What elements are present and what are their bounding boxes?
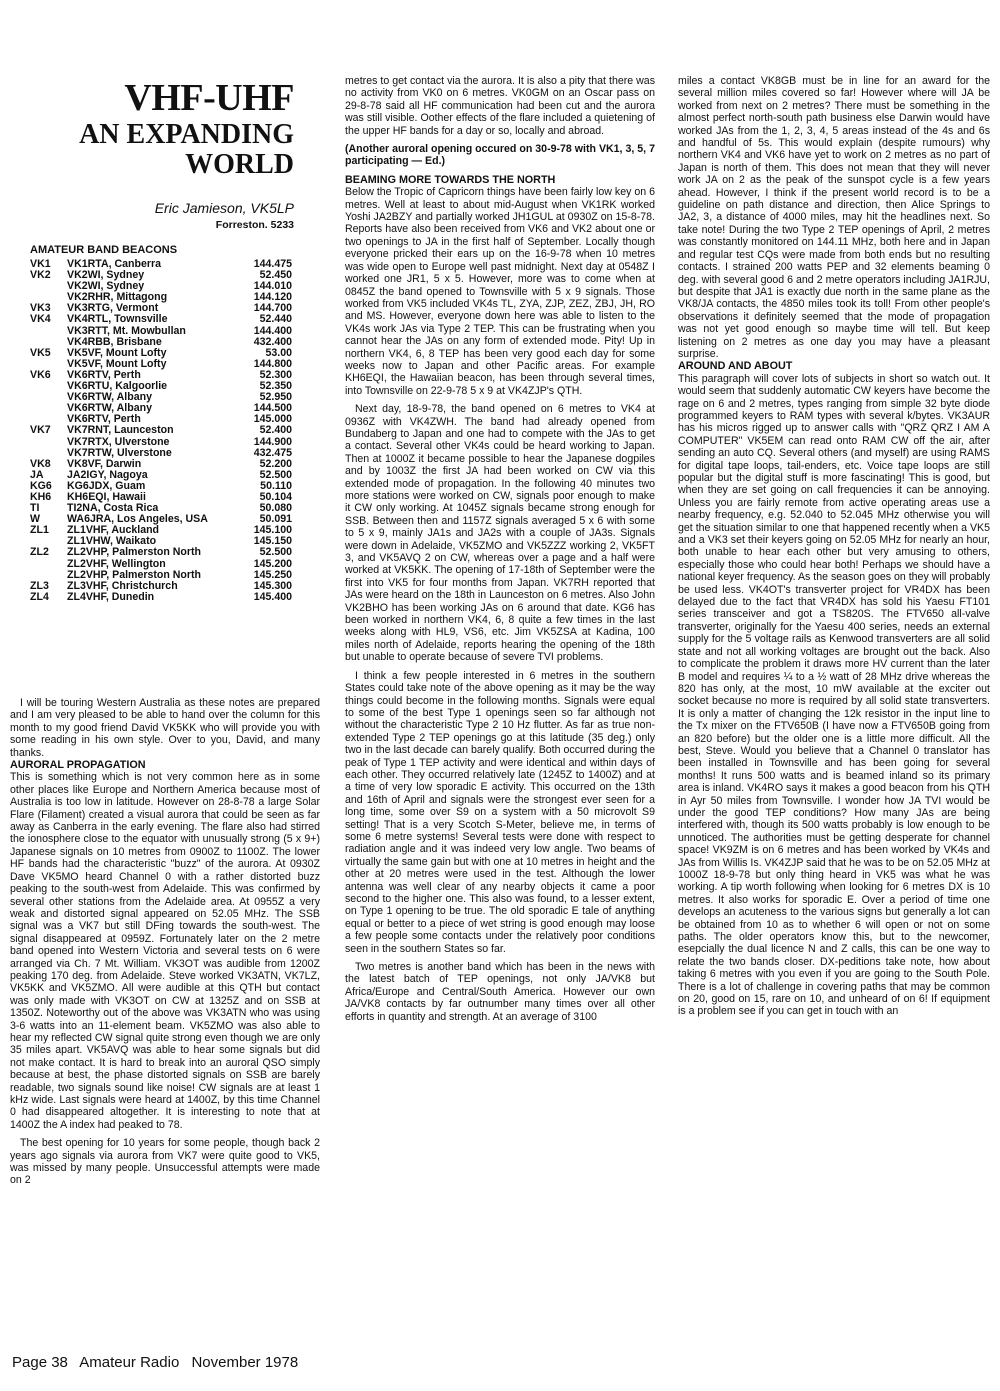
beacon-call: VK5VF, Mount Lofty — [67, 357, 167, 370]
beacon-call: VK2WI, Sydney — [67, 280, 145, 293]
page-number: Page 38 — [12, 1354, 68, 1371]
beacon-row — [30, 592, 292, 603]
beacon-area: ZL1 — [30, 524, 49, 537]
beacon-call: VK4RBB, Brisbane — [67, 335, 162, 348]
beacon-area: KG6 — [30, 479, 52, 492]
beacon-freq: 432.475 — [253, 446, 292, 459]
beacon-freq: 144.500 — [253, 402, 292, 415]
beacon-call: ZL2VHP, Palmerston North — [67, 568, 202, 581]
col2-paragraph-3: Next day, 18-9-78, the band opened on 6 metres to VK4 at 0936Z with VK4ZWH. The band had already opened from Bundaberg to Japan and one had to compete with the JAs to get a contact. Several other VK4s could be heard working to Japan. Then at 1000Z it became possible to hear the Japanese dogpiles and by 1003Z the first JA had been worked on CW via this extended mode of propagation. In the following 40 minutes two more stations were worked on CW, signals poor enough to make it CW only working. At 1045Z signals became strong enough for SSB. Between then and 1157Z signals averaged 5 x 6 with some to 5 x 9, mainly JA1s and JA2s with a couple of JA3s. Signals were down in Adelaide, VK5ZMO and VK5ZZZ working 2, VK5FT 3, and VK5AVQ 2 on CW, whereas over a page and a half were worked at VK5KK. The opening of 17-18th of September were the first into VK5 for four months from Japan. VK7RH reported that JAs were heard on the 18th in Launceston on 6 metres. Also John VK2BHO has been working JAs on 6 around that date. KG6 has been worked in northern VK4, 6, 8 quite a few times in the last weeks along with HL9, VS6, etc. Jim VK5ZSA at Kadina, 100 miles north of Adelaide, reports hearing the opening of the 18th but unable to operate because of severe TVI problems. — [345, 403, 655, 664]
col2-paragraph-2: Below the Tropic of Capricorn things have been fairly low key on 6 metres. Well at least to about mid-August when VK1RK worked Yoshi JA2BZY and partially worked JH1GUL at 0930Z on 15-8-78. Reports have also been received from VK6 and VK2 about one or two openings to JA in the first half of September. Locally though everyone pricked their ears up on the 16-9-78 when 10 metres was wide open to Europe well past midnight. Next day at 0548Z I worked one JR1, 5 x 5. However, more was to come when at 0845Z the band opened to Townsville with 5 x 9 signals. Those worked from VK5 included VK4s TL, ZYA, ZJP, ZEZ, ZBJ, JH, RO and MS. However, everyone down here was able to listen to the VK4s work JAs via Type 2 TEP. This can be frustrating when you cannot hear the JAs on any form of extended mode. Pity! Up in northern VK4, 6, 8 TEP has been very good each day for some weeks now to Japan and other Pacific areas. For example KH6EQI, the Hawaiian beacon, has been through several times, into Townsville on 22-9-78 5 x 9 at VK4ZJP's QTH. — [345, 186, 655, 397]
beacon-freq: 144.700 — [253, 302, 292, 315]
beacon-call: VK2WI, Sydney — [67, 269, 145, 282]
beacon-call: VK8VF, Darwin — [67, 457, 142, 470]
beacon-freq: 52.500 — [259, 468, 292, 481]
beacon-freq: 145.400 — [253, 590, 292, 603]
beacon-call: VK5VF, Mount Lofty — [67, 346, 167, 359]
beacon-area — [30, 392, 67, 403]
page-footer — [12, 1354, 306, 1371]
beacon-call: ZL4VHF, Dunedin — [67, 590, 155, 603]
magazine-name: Amateur Radio — [79, 1354, 180, 1371]
beacon-area: VK4 — [30, 313, 51, 326]
beacon-row — [30, 326, 292, 337]
beacons-heading: AMATEUR BAND BEACONS — [30, 244, 178, 256]
beacon-call: VK6RTU, Kalgoorlie — [67, 380, 168, 393]
heading-auroral-propagation: AURORAL PROPAGATION — [10, 759, 146, 772]
editor-note: (Another auroral opening occured on 30-9-78 with VK1, 3, 5, 7 participating — Ed.) — [345, 143, 655, 168]
beacon-call: VK3RTT, Mt. Mowbullan — [67, 324, 186, 337]
article-location: Forreston. 5233 — [215, 219, 294, 231]
beacon-call: VK6RTW, Albany — [67, 402, 152, 415]
beacon-call: KG6JDX, Guam — [67, 479, 146, 492]
beacon-call: WA6JRA, Los Angeles, USA — [67, 513, 208, 526]
beacon-call: VK2RHR, Mittagong — [67, 291, 168, 304]
beacon-call: ZL3VHF, Christchurch — [67, 579, 178, 592]
col2-paragraph-1: metres to get contact via the aurora. It is also a pity that there was no activity from VK0 on 6 metres. VK0GM on an Oscar pass on 29-8-78 said all HF communication had been cut and the aurora was still visible. Oother effects of the flare included a quietening of the upper HF bands for a day or so, locally and abroad. — [345, 75, 655, 137]
beacon-area: VK3 — [30, 302, 51, 315]
beacon-freq: 144.120 — [253, 291, 292, 304]
beacon-area: JA — [30, 468, 44, 481]
beacon-area — [30, 326, 67, 337]
beacon-call: VK6RTV, Perth — [67, 413, 141, 426]
beacon-row — [30, 559, 292, 570]
beacon-freq: 145.100 — [253, 524, 292, 537]
beacon-freq: 144.010 — [253, 280, 292, 293]
beacon-call: ZL2VHP, Palmerston North — [67, 546, 202, 559]
beacon-freq: 144.900 — [253, 435, 292, 448]
article-title-line3: WORLD — [185, 149, 294, 180]
beacon-freq: 145.300 — [253, 579, 292, 592]
beacon-freq: 50.091 — [259, 513, 292, 526]
best-opening-paragraph: The best opening for 10 years for some people, though back 2 years ago signals via aurora from VK7 were quite good to VK5, was missed by many people. Unsuccessful attempts were made on 2 — [10, 1137, 320, 1187]
beacon-freq: 52.350 — [259, 380, 292, 393]
article-author: Eric Jamieson, VK5LP — [154, 200, 294, 216]
beacon-call: VK4RTL, Townsville — [67, 313, 168, 326]
beacon-area: VK7 — [30, 424, 51, 437]
issue-date: November 1978 — [191, 1354, 299, 1371]
beacon-row — [30, 425, 292, 436]
beacon-call: VK3RTG, Vermont — [67, 302, 159, 315]
beacon-freq: 50.104 — [259, 490, 292, 503]
beacon-call: ZL2VHF, Wellington — [67, 557, 166, 570]
beacons-table — [30, 259, 292, 603]
beacon-freq: 53.00 — [265, 346, 292, 359]
beacon-freq: 432.400 — [253, 335, 292, 348]
auroral-paragraph: This is something which is not very common here as in some other places like Europe and Northern America because most of Australia is too low in latitude. However on 28-8-78 a large Solar Flare (Filament) created a visual aurora that could be seen as far away as Canberra in the early evening. The flare also had stirred the ionosphere close to the equator with unusually strong (5 x 9+) Japanese signals on 10 metres from 0900Z to 1100Z. The lower HF bands had the characteristic "buzz" of the aurora. At 0930Z Dave VK5MO heard Channel 0 with a rather distorted buzz peaking to the south-west from Adelaide. This was confirmed by several other stations from the Adelaide area. At 0955Z a very weak and distorted signal appeared on 52.05 MHz. The SSB signal was a VK7 but still DFing towards the south-west. The signal disappeared at 0959Z. Fortunately later on the 2 metre band opened into Western Victoria and several tests on 6 were arranged via Ch. 7 Mt. William. VK3OT was audible from 1200Z peaking 170 deg. from Adelaide. Steve worked VK3ATN, VK7LZ, VK5KK and VK5ZMO. All were audible at this QTH but contact was only made with VK3OT on CW at 1325Z and on SSB at 1350Z. Noteworthy out of the above was VK3ATN who was using 3-6 watts into an 11-element beam. VK5ZMO was also able to hear my reflected CW signal quite strong even though we are only 35 miles apart. VK5AVQ was able to hear some signals but did not make contact. It is hard to break into an auroral QSO simply because at best, the phase distorted signals on SSB are barely readable, two signals sound like noise! CW signals are at least 1 kHz wide. Last signals were heard at 1400Z, by this time Channel 0 had disappeared altogether. It is interesting to note that at 1400Z the A index had peaked to 78. — [10, 771, 320, 1131]
beacon-freq: 144.400 — [253, 324, 292, 337]
heading-beaming-north: BEAMING MORE TOWARDS THE NORTH — [345, 173, 556, 186]
beacon-area: VK5 — [30, 346, 51, 359]
beacon-area: ZL4 — [30, 590, 49, 603]
beacon-freq: 52.950 — [259, 391, 292, 404]
beacon-row — [30, 547, 292, 558]
beacon-row — [30, 437, 292, 448]
beacon-freq: 145.200 — [253, 557, 292, 570]
article-title-line2: AN EXPANDING — [79, 119, 294, 150]
beacon-call: ZL1VHF, Auckland — [67, 524, 160, 537]
beacon-area: VK8 — [30, 457, 51, 470]
beacon-freq: 145.150 — [253, 535, 292, 548]
beacon-area: ZL3 — [30, 579, 49, 592]
column-3 — [678, 75, 990, 1018]
beacon-freq: 144.800 — [253, 357, 292, 370]
beacon-row — [30, 314, 292, 325]
beacon-call: JA2IGY, Nagoya — [67, 468, 148, 481]
beacon-area — [30, 381, 67, 392]
beacon-area: VK6 — [30, 368, 51, 381]
beacon-call: VK6RTV, Perth — [67, 368, 141, 381]
beacon-call: VK1RTA, Canberra — [67, 258, 161, 270]
col2-paragraph-4: I think a few people interested in 6 metres in the southern States could take note of the above opening as it may be the way things could become in the following months. Signals were equal to some of the best Type 1 openings seen so far although not without the characteristic Type 2 10 Hz flutter. As far as true non-extended Type 2 TEP openings go at this latitude (35 deg.) only two in the last decade can barely qualify. Both occurred during the peak of Type 1 TEP activity and were identical and within days of each other. They occurred relatively late (1245Z to 1400Z) and at a time of very low sporadic E activity. This occurred on the 13th and 16th of April and signals were the strongest ever seen for a long time, some over S9 on a system with a 50 microvolt S9 setting! That is a very Scotch S-Meter, believe me, in terms of some 6 metre systems! Several tests were done with respect to radiation angle and it was indeed very low angle. Two beams of virtually the same gain but with one at 10 metres in height and the other at 20 metres were used in the test. Although the lower antenna was well clear of any nearby objects it came a poor second to the higher one. This also was found, to a lesser extent, on Type 1 opening to be true. The old sporadic E tale of anything equal or better to a piece of wet string is good enough may loose a few people some contacts under the relatively poor conditions seen in the southern States so far. — [345, 669, 655, 955]
column-2 — [345, 75, 655, 1023]
col3-paragraph-1: miles a contact VK8GB must be in line for an award for the several million miles covered so far! However where will JA be worked from next on 2 metres? There must be something in the almost perfect north-south path business else Darwin would have worked JAs from the 1, 2, 3, 4, 5 areas instead of the 4s and 6s and handful of 5s. This would explain (despite rumours) why northern VK4 and VK6 have yet to work on 2 metres as no part of Japan is north of them. This does not mean that they will never work JA on 2 as the peak of the sunspot cycle is a few years ahead. However, I think if the present world record is to be a guideline on path distance and direction, then Alice Springs to JA2, 3, a distance of 4000 miles, may hit the headlines next. So take note! During the two Type 2 TEP openings of April, 2 metres was constantly monitored on 144.11 MHz, both here and in Japan and regular test CQs were made from both ends but no resulting contacts. I strained 200 watts PEP and 32 elements beaming 0 deg. with several good 6 and 2 metre operators including JA1RJU, but despite that JA1 is exactly due north in the same plane as the VK8/JA contacts, the 4850 miles took its toll! From other people's observations it definitely seemed that the mode of propagation was not yet good enough so maybe time will tell. But keep listening on 2 metres as one day you may have a pleasant surprise. — [678, 75, 990, 360]
beacon-freq: 52.500 — [259, 546, 292, 559]
beacon-area: KH6 — [30, 490, 52, 503]
beacon-call: KH6EQI, Hawaii — [67, 490, 146, 503]
beacon-freq: 145.250 — [253, 568, 292, 581]
beacon-freq: 50.110 — [260, 479, 292, 492]
beacon-area — [30, 559, 67, 570]
beacon-call: VK7RTW, Ulverstone — [67, 446, 172, 459]
beacon-area: ZL2 — [30, 546, 49, 559]
beacon-freq: 52.440 — [259, 313, 292, 326]
beacon-call: TI2NA, Costa Rica — [67, 502, 159, 515]
col3-paragraph-2: This paragraph will cover lots of subjects in short so watch out. It would seem that suddenly automatic CW keyers have become the rage on 6 and 2 metres, types ranging from simple 32 byte diode programmed keyers to RAM types with several k/bytes. VK3AUR has his micros rigged up to answer calls with "QRZ QRZ I AM A COMPUTER" VK5EM can read onto RAM CW off the air, after sending an auto CQ. Several others (and myself) are using RAMS for digital tape loops, tail-enders, etc. Voice tape loops are still popular but the digital stuff is more fascinating! This is good, but when they are set going on call frequencies it can be annoying. Unless you are fairly remote from active operating areas use a nearby frequency, e.g. 52.040 to 52.045 MHz otherwise you will get the situation similar to one that happened recently when a VK5 and a VK3 set their keyers going on 52.05 MHz for nearly an hour, both unable to hear each other but very amusing to others, especially those who could hear both! Perhaps we should have a national keyer frequency. As the season goes on they will probably be used less. VK4OT's transverter project for VR4DX has been delayed due to the fact that VR4DX has sold his Yaesu FT101 series transceiver and got a TS820S. The FTV650 all-valve transverter, originally for the Yaesu 400 series, needs an external supply for the 5 voltage rails as Kenwood transverters are all solid state and not all working voltages are brought out the back. Also to complicate the problem it draws more HV current than the later B model and requires ¼ to a ½ watt of 28 MHz drive whereas the 820 has only, at the most, 10 mW available at the exciter out socket because no more is required by all solid state transverters. It is only a matter of changing the 12k resistor in the input line to the Tx mixer on the FTV650B (I have now a FTV650B going from an 820 before) but the older one is a little more difficult. All the best, Steve. Would you believe that a Channel 0 translator has been installed in Townsville and has been going for several months! It runs 500 watts and is beamed inland so its primary area is inland. VK4RO says it makes a good beacon from his QTH in Ayr 50 miles from Townsville. I wonder how JA TVI would be under the good TEP conditions? How many JAs are being interfered with, though its 500 watts probably is low enough to be unnoticed. The authorities must be getting desperate for channel space! VK9ZM is on 6 metres and has been worked by VK4s and JAs from Willis Is. VK4ZJP said that he was to be on 52.05 MHz at 1000Z 18-9-78 but only thing heard in VK5 was what he was working. A tip worth following when looking for 6 metres DX is 10 metres. It also works for sporadic E. Over a period of time one develops an acuteness to the various signs but generally a lot can be obtained from 10 as to whether 6 will open or not on some paths. The older operators know this, but to the newcomer, esepcially the dual licence N and Z calls, this can be one way to relate the two bands closer. DX-peditions take note, how about taking 6 metres with you even if you are going to the South Pole. There is a lot of challenge in covering paths that may be common on 20, good on 15, rare on 10, and unheard of on 6! If equipment is a problem see if you can get in touch with an — [678, 372, 990, 1018]
beacon-call: ZL1VHW, Waikato — [67, 535, 157, 548]
beacon-area — [30, 281, 67, 292]
column-1 — [10, 697, 320, 1187]
col2-paragraph-5: Two metres is another band which has been in the news with the latest batch of TEP openings, not only JA/VK8 but Africa/Europe and Central/South America. However our own JA/VK8 contacts by far outnumber many times over all other efforts in quantity and strength. At an average of 3100 — [345, 961, 655, 1023]
intro-paragraph: I will be touring Western Australia as these notes are prepared and I am very pleased to be able to hand over the column for this month to my good friend David VK5KK who will provide you with some reading in his own style. Over to you, David, and many thanks. — [10, 697, 320, 759]
beacon-call: VK7RNT, Launceston — [67, 424, 174, 437]
beacon-freq: 145.000 — [253, 413, 292, 426]
beacon-freq: 52.400 — [259, 424, 292, 437]
heading-around-and-about: AROUND AND ABOUT — [678, 360, 793, 373]
beacon-area: W — [30, 513, 40, 526]
beacon-freq: 50.080 — [259, 502, 292, 515]
beacon-call: VK7RTX, Ulverstone — [67, 435, 170, 448]
beacon-area: TI — [30, 502, 40, 515]
beacon-freq: 52.450 — [259, 269, 292, 282]
article-title-line1: VHF-UHF — [124, 77, 294, 119]
beacon-freq: 52.200 — [259, 457, 292, 470]
beacon-area: VK2 — [30, 269, 51, 282]
beacon-call: VK6RTW, Albany — [67, 391, 152, 404]
beacon-area: VK1 — [30, 258, 51, 270]
beacon-area — [30, 437, 67, 448]
beacon-freq: 52.300 — [259, 368, 292, 381]
beacon-area — [30, 403, 67, 414]
beacon-freq: 144.475 — [253, 258, 292, 270]
